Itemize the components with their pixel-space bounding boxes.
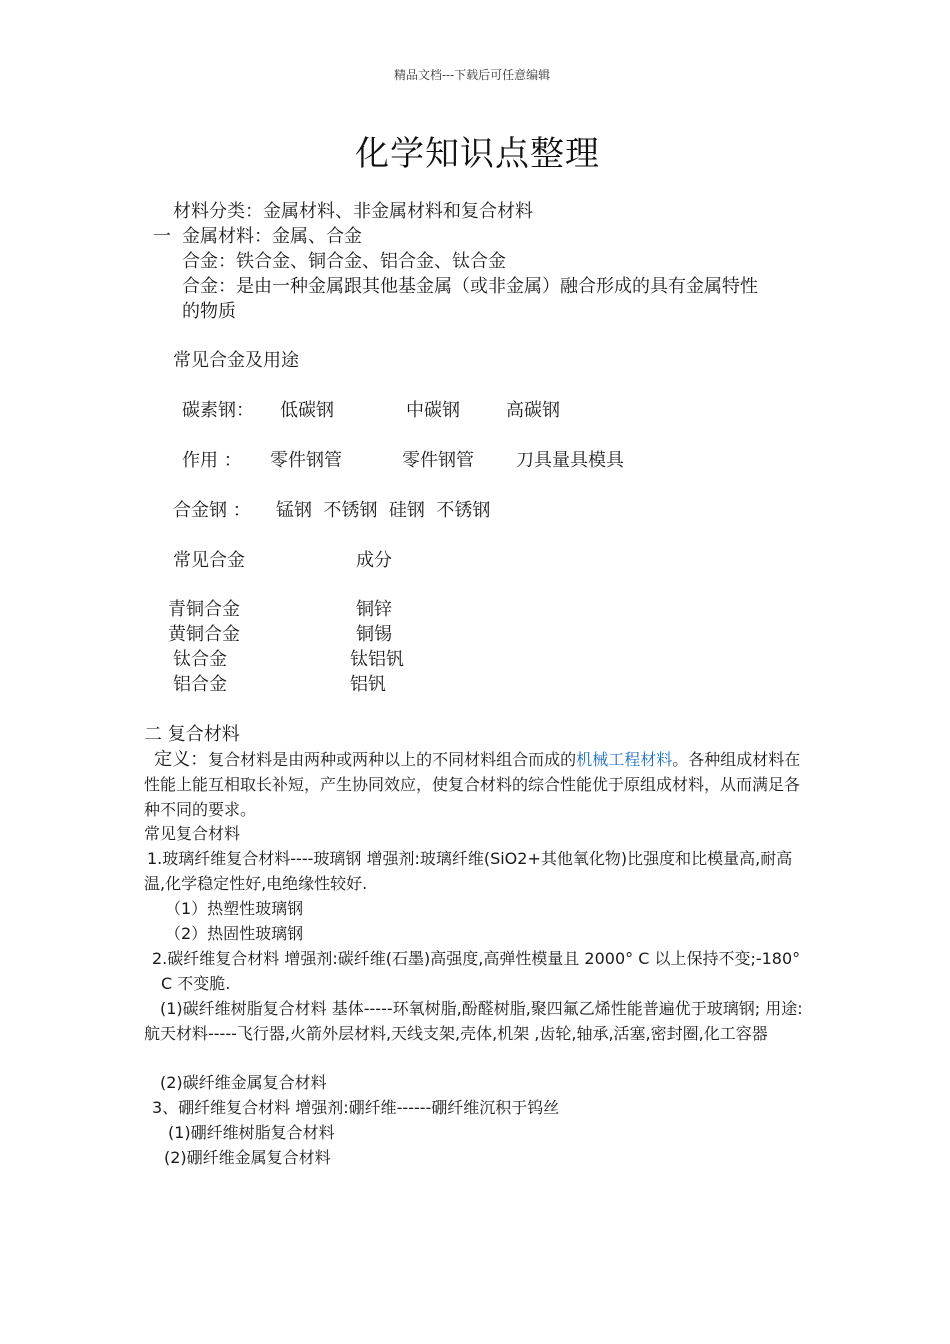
definition-text: 复合材料是由两种或两种以上的不同材料组合而成的 — [208, 750, 577, 769]
alloy-row-comp: 钛铝钒 — [350, 649, 404, 670]
definition-label: 定义： — [154, 749, 209, 770]
page-header: 精品文档---下载后可任意编辑 — [394, 68, 551, 82]
alloy-row-comp: 铜锌 — [356, 599, 392, 620]
common-alloys-uses: 常见合金及用途 — [173, 350, 299, 371]
alloy-row-name: 青铜合金 — [168, 599, 240, 620]
page-title: 化学知识点整理 — [355, 134, 600, 174]
item2-text-cont: C 不变脆. — [161, 974, 231, 993]
alloy-row-name: 铝合金 — [173, 674, 227, 695]
section2-heading: 二 复合材料 — [144, 724, 240, 745]
carbon-steel-high: 高碳钢 — [506, 400, 560, 421]
item2-sub-a: (1)碳纤维树脂复合材料 基体-----环氧树脂,酚醛树脂,聚四氟乙烯性能普遍优于玻璃钢; 用途:航天材料-----飞行器,火箭外层材料,天线支架,壳体,机架 ,齿轮,轴承,活塞,密封圈,化工容器 — [144, 999, 803, 1043]
definition-text-cont: 。各种组成材料在性能上能互相取长补短，产生协同效应，使复合材料的综合性能优于原组成材料，从而满足各种不同的要求。 — [144, 750, 801, 819]
common-composites: 常见复合材料 — [144, 824, 241, 843]
item1-text: 1.玻璃纤维复合材料----玻璃钢 增强剂:玻璃纤维(SiO2+其他氧化物)比强度和比模量高,耐高温,化学稳定性好,电绝缘性较好. — [144, 849, 793, 893]
mechanical-materials-link[interactable]: 机械工程材料 — [576, 750, 673, 769]
item3-text: 3、硼纤维复合材料 增强剂:硼纤维------硼纤维沉积于钨丝 — [152, 1098, 560, 1117]
alloy-row-name: 黄铜合金 — [168, 624, 240, 645]
alloy-table-col1: 常见合金 — [173, 550, 245, 571]
alloy-definition: 合金：是由一种金属跟其他基金属（或非金属）融合形成的具有金属特性 — [182, 276, 758, 297]
item3-sub-b: (2)硼纤维金属复合材料 — [164, 1148, 331, 1167]
carbon-steel-label: 碳素钢： — [182, 400, 254, 421]
definition-paragraph — [144, 747, 808, 822]
alloy-steel-label: 合金钢 ： — [173, 500, 251, 521]
item1-sub-b: （2）热固性玻璃钢 — [165, 924, 304, 943]
alloy-types: 合金：铁合金、铜合金、铝合金、钛合金 — [182, 251, 506, 272]
alloy-definition-cont: 的物质 — [182, 301, 236, 322]
carbon-steel-mid: 中碳钢 — [406, 400, 460, 421]
classification-line: 材料分类：金属材料、非金属材料和复合材料 — [173, 201, 533, 222]
section1-number: 一 — [153, 226, 171, 247]
uses-low: 零件钢管 — [270, 450, 342, 471]
uses-mid: 零件钢管 — [402, 450, 474, 471]
alloy-row-comp: 铝钒 — [350, 674, 386, 695]
section1-heading: 金属材料：金属、合金 — [182, 226, 362, 247]
item2-text: 2.碳纤维复合材料 增强剂:碳纤维(石墨)高强度,高弹性模量且 2000° C 以上保持不变;-180° — [152, 949, 801, 968]
alloy-row-comp: 铜锡 — [356, 624, 392, 645]
alloy-table-col2: 成分 — [356, 550, 392, 571]
item3-sub-a: (1)硼纤维树脂复合材料 — [168, 1123, 335, 1142]
alloy-steel-items: 锰钢 不锈钢 硅钢 不锈钢 — [276, 500, 491, 521]
uses-high: 刀具量具模具 — [516, 450, 624, 471]
alloy-row-name: 钛合金 — [173, 649, 227, 670]
uses-label: 作用 ： — [182, 450, 242, 471]
item1-sub-a: （1）热塑性玻璃钢 — [165, 899, 304, 918]
item2-sub-b: (2)碳纤维金属复合材料 — [160, 1073, 327, 1092]
carbon-steel-low: 低碳钢 — [280, 400, 334, 421]
